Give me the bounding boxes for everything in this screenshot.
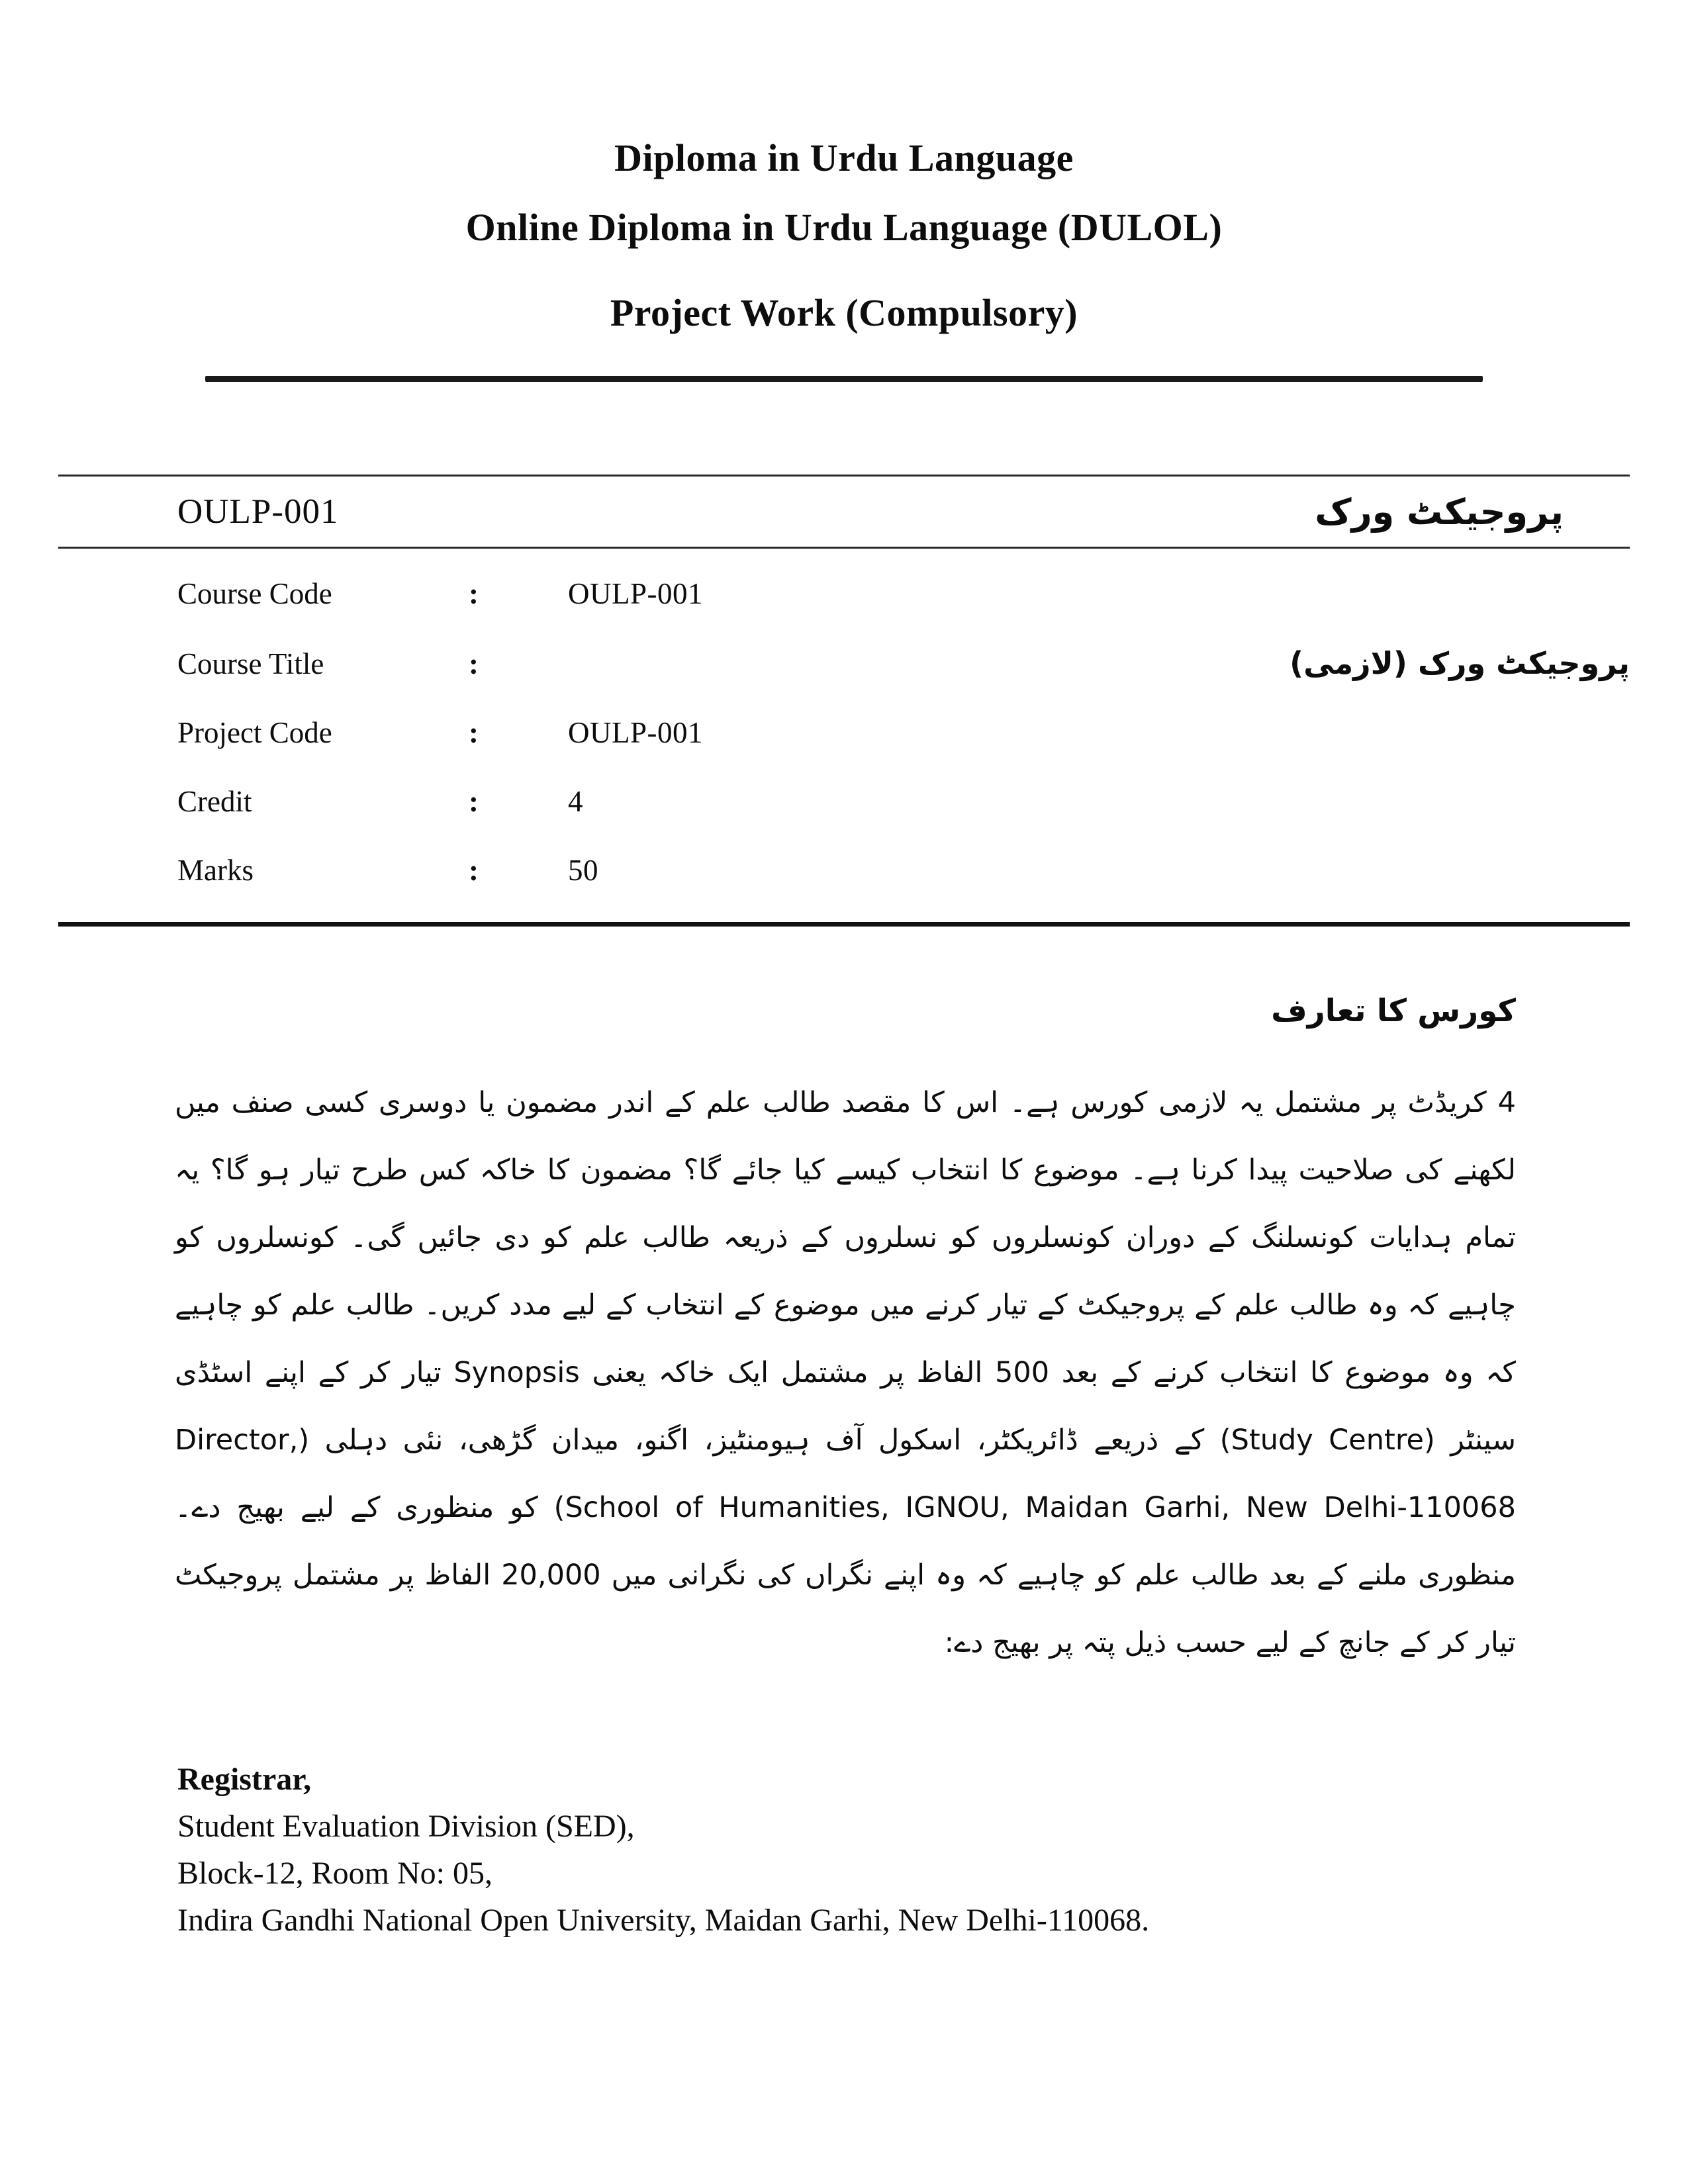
intro-paragraph-urdu: 4 کریڈٹ پر مشتمل یہ لازمی کورس ہے۔ اس کا مقصد طالب علم کے اندر مضمون یا دوسری کسی صنف میں لکھنے کی صلاحیت پیدا کرنا ہے۔ موضوع کا انتخاب کیسے کیا جائے گا؟ مضمون کا خاکہ کس طرح تیار ہو گا؟ یہ تمام ہدایات کونسلنگ کے دوران کونسلروں کو نسلروں کے ذریعہ طالب علم کو دی جائیں گی۔ کونسلروں کو چاہیے کہ وہ طالب علم کے پروجیکٹ کے تیار کرنے میں موضوع کے انتخاب کے لیے مدد کریں۔ طالب علم کو چاہیے کہ وہ موضوع کا انتخاب کرنے کے بعد 500 الفاظ پر مشتمل ایک خاکہ یعنی Synopsis تیار کر کے اپنے اسٹڈی سینٹر (Study Centre) کے ذریعے ڈائریکٹر، اسکول آف ہیومنٹیز، اگنو، میدان گڑھی، نئی دہلی (Director, School of Humanities, IGNOU, Maidan Garhi, New Delhi-110068) کو منظوری کے لیے بھیج دے۔ منظوری ملنے کے بعد طالب علم کو چاہیے کہ وہ اپنے نگراں کی نگرانی میں 20,000 الفاظ پر مشتمل پروجیکٹ تیار کر کے جانچ کے لیے حسب ذیل پتہ پر بھیج دے: — [175, 1086, 1516, 1659]
course-header-section — [58, 475, 1630, 927]
title-line-2: Online Diploma in Urdu Language (DULOL) — [465, 206, 1223, 249]
intro-heading-urdu: کورس کا تعارف — [1271, 993, 1516, 1029]
title-line-3: Project Work (Compulsory) — [610, 291, 1078, 334]
course-code-header-row — [58, 475, 1630, 549]
detail-label: Course Title — [177, 647, 324, 680]
document-title-block — [58, 0, 1630, 382]
detail-value: 4 — [568, 785, 583, 818]
detail-separator: : — [469, 716, 479, 749]
detail-value: 50 — [568, 854, 598, 887]
address-line-division: Student Evaluation Division (SED), — [177, 1809, 635, 1844]
detail-row-credit — [177, 784, 1630, 819]
detail-label: Course Code — [177, 577, 332, 610]
detail-separator: : — [469, 785, 479, 818]
course-code-heading: OULP-001 — [177, 492, 339, 531]
course-intro-section — [58, 993, 1630, 1676]
detail-row-marks — [177, 853, 1630, 887]
address-line-registrar: Registrar, — [177, 1762, 312, 1797]
address-block — [58, 1756, 1630, 1944]
detail-value: OULP-001 — [568, 577, 703, 610]
title-line-1: Diploma in Urdu Language — [614, 136, 1074, 179]
detail-label: Credit — [177, 785, 252, 818]
detail-row-course-code — [177, 576, 1630, 611]
detail-label: Marks — [177, 854, 254, 887]
detail-row-project-code — [177, 715, 1630, 750]
detail-separator: : — [469, 647, 479, 680]
detail-label: Project Code — [177, 716, 332, 749]
detail-separator: : — [469, 577, 479, 610]
address-line-university: Indira Gandhi National Open University, Maidan Garhi, New Delhi-110068. — [177, 1903, 1150, 1938]
course-title-urdu-heading: پروجیکٹ ورک — [1315, 490, 1564, 533]
detail-row-course-title — [177, 645, 1630, 681]
detail-separator: : — [469, 854, 479, 887]
title-underline-rule — [205, 376, 1483, 382]
detail-value: OULP-001 — [568, 716, 703, 749]
course-details-table — [58, 549, 1630, 922]
address-line-room: Block-12, Room No: 05, — [177, 1856, 492, 1891]
detail-value: پروجیکٹ ورک (لازمی) — [1289, 645, 1630, 681]
